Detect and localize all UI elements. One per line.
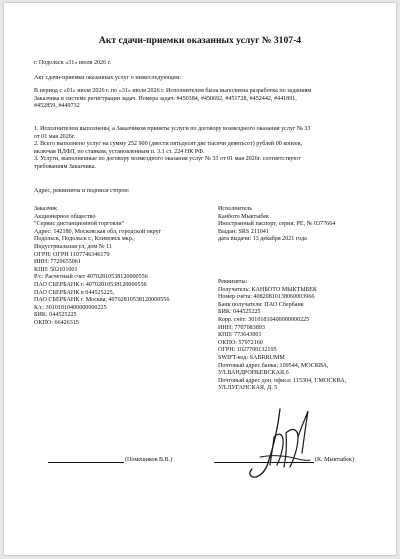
requisites-line: БИК: 044525225: [218, 309, 261, 316]
addresses-heading: Адрес, реквизиты и подписи сторон:: [34, 188, 130, 194]
customer-line: ОКПО: 66426315: [34, 319, 79, 326]
customer-line: Индустриальная ул, дом № 11: [34, 243, 112, 250]
item-line: 3. Услуги, выполненные по договору возмездного оказания услуг № 33 от 01 мая 2026г. соответствуют: [34, 156, 301, 163]
item-line: 1. Исполнителем выполнены, а Заказчиком приняты услуги по договору возмездного оказания услуг № 33: [34, 126, 311, 132]
requisites-line: КПП: 773643001: [218, 332, 262, 339]
customer-line: ИНН: 7729655061: [34, 259, 81, 266]
customer-line: БИК: 044525225: [34, 312, 77, 319]
period-line: #452859, #449732: [34, 103, 80, 110]
handwritten-signature: [240, 403, 320, 483]
customer-line: "Сервис дистанционной торговли": [34, 221, 125, 228]
item-line: требованиям Заказчика.: [34, 163, 96, 170]
contractor-line: дата выдачи: 13 декабря 2021 года: [218, 236, 307, 243]
contractor-heading: Исполнитель: [218, 206, 253, 212]
contractor-block: [218, 206, 388, 244]
intro-text: Акт сдачи-приемки оказанных услуг о нижеследующем:: [34, 75, 181, 81]
item-line: 2. Всего выполнено услуг на сумму 252 900 (двести пятьдесят две тысячи девятьсот) рублей 00 копеек,: [34, 141, 303, 148]
customer-line: ПАО СБЕРБАНК г. Москва, 40702810538120000556: [34, 297, 170, 304]
customer-heading: Заказчик: [34, 206, 57, 212]
customer-line: ОГРН: ОГРН 1107746346179: [34, 251, 110, 258]
period-line: В период с «01» июля 2026 г. по «31» июля 2026 г. Исполнителем была выполнена разработка по заданиям: [34, 88, 312, 94]
period-line: Заказчика в системе регистрации задач. Номера задач: #450384, #450692, #451728, #452442, #441891,: [34, 95, 297, 102]
period-paragraph: [34, 88, 374, 111]
contractor-requisites: [218, 279, 388, 393]
requisites-line: Корр. счёт: 30101810400000000225: [218, 316, 310, 323]
requisites-line: УЛ.ВАНДРОНЬЕВСКАЯ,6: [218, 370, 289, 377]
items-paragraph: [34, 126, 374, 172]
contractor-signature-name: (К. Мыктыбек): [315, 457, 355, 463]
item-line: включая НДФЛ, по ставкам, установленным п. 3.1 ст. 224 НК РФ.: [34, 148, 205, 155]
act-title: Акт сдачи-приемки оказанных услуг № 3107-4: [98, 35, 302, 46]
requisites-line: ОГРН: 1027700132195: [218, 347, 277, 354]
requisites-line: ОКПО: 57972160: [218, 339, 263, 346]
customer-line: Акционерное общество: [34, 213, 96, 220]
customer-line: Подольск, Подольск г., Климовск мкр.,: [34, 236, 135, 243]
requisites-line: УЛ.ЛУГАНСКАЯ, Д. 5: [218, 385, 278, 392]
customer-line: ПАО СБЕРБАНК г. 40702810538120000556: [34, 281, 147, 288]
customer-block: [34, 206, 204, 328]
document-page: [4, 3, 396, 555]
requisites-line: ИНН: 7707083893: [218, 324, 265, 331]
customer-line: Адрес: 142180, Московская обл, городской округ: [34, 228, 162, 235]
item-line: от 01 мая 2026г.: [34, 133, 76, 140]
requisites-heading: Реквизиты:: [218, 279, 248, 285]
requisites-line: SWIFT-код: SABRRUMM: [218, 354, 285, 361]
requisites-line: Получатель: КАНБОТО МЫКТЫБЕК: [218, 286, 317, 293]
customer-signature-name: (Помещиков В.В.): [125, 457, 173, 463]
customer-signature-line: [48, 462, 124, 463]
requisites-line: Банк получателя: ПАО Сбербанк: [218, 301, 304, 308]
customer-line: Р/с: Расчетный счет 40702810538120000556: [34, 274, 148, 281]
place-date: г. Подольск «31» июля 2026 г.: [34, 60, 111, 66]
contractor-line: Иностранный паспорт, серия: РЕ, № 0377664: [218, 221, 336, 228]
requisites-line: Номер счёта: 40820810138060003966: [218, 294, 315, 301]
requisites-line: Почтовый адрес банка: 109544, МОСКВА,: [218, 362, 329, 369]
contractor-line: Выдан: SRS 211041: [218, 228, 269, 235]
customer-line: К/с: 30101810400000000225: [34, 304, 107, 311]
requisites-line: Почтовый адрес доп. офиса: 115304, Г.МОСКВА,: [218, 377, 347, 384]
customer-line: ПАО СБЕРБАНК в 044525225,: [34, 289, 115, 296]
contractor-line: Канбото Мыктыбек: [218, 213, 270, 220]
customer-line: КПП: 502101001: [34, 266, 78, 273]
